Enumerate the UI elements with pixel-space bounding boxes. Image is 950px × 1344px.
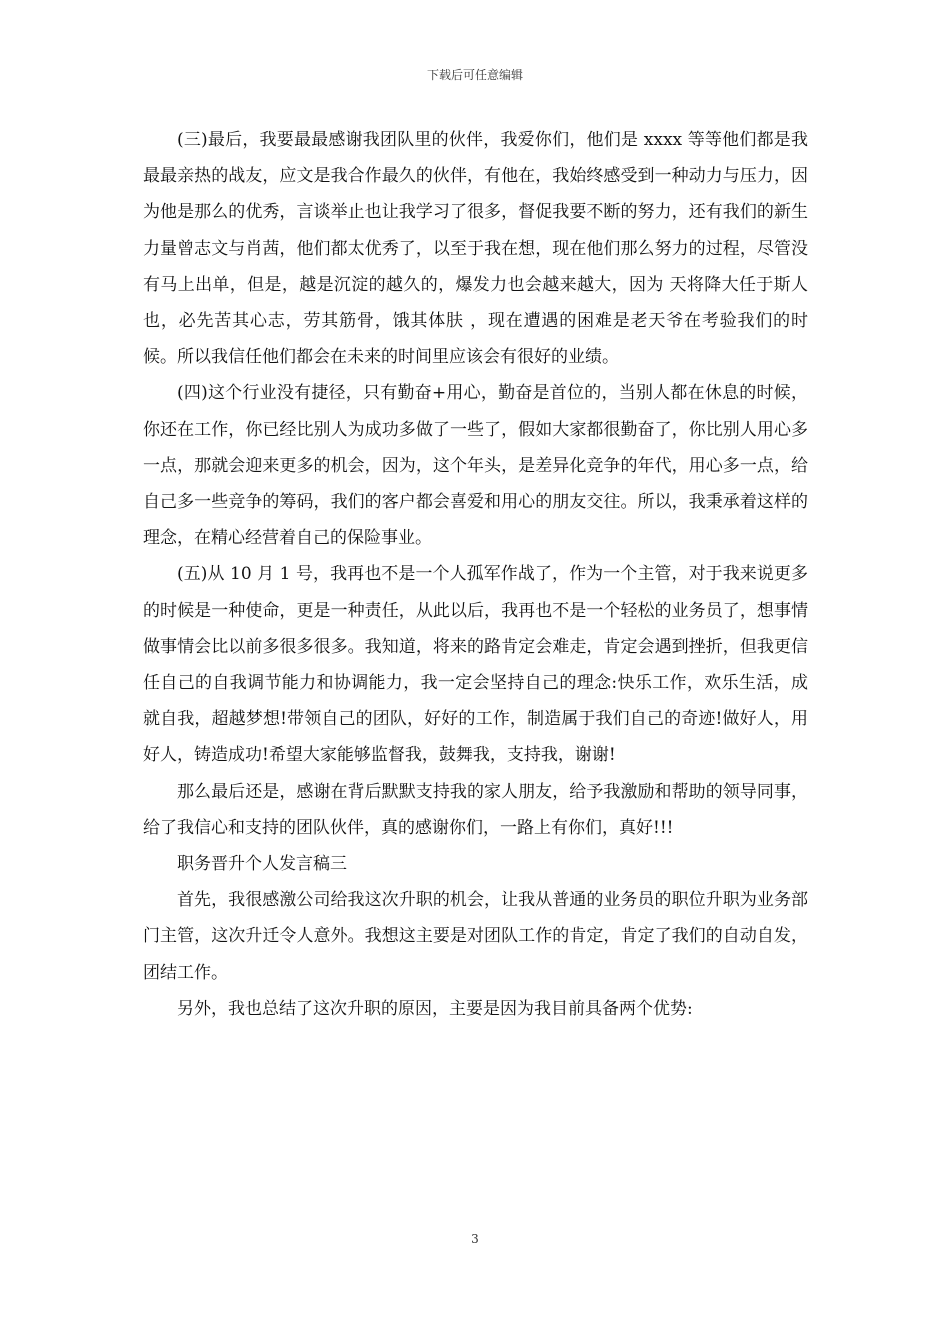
page-header: 下载后可任意编辑 [426, 68, 523, 82]
section-heading: 职务晋升个人发言稿三 [177, 854, 347, 875]
paragraph-4: (四)这个行业没有捷径，只有勤奋+用心，勤奋是首位的，当别人都在休息的时候，你还在工作，你已经比别人为成功多做了一些了，假如大家都很勤奋了，你比别人用心多一点，那就会迎来更多的机会，因为，这个年头，是差异化竞争的年代，用心多一点，给自己多一些竞争的筹码，我们的客户都会喜爱和用心的朋友交往。所以，我秉承着这样的理念，在精心经营着自己的保险事业。 [143, 383, 808, 549]
document-body [143, 122, 808, 1027]
paragraph-also: 另外，我也总结了这次升职的原因，主要是因为我目前具备两个优势: [177, 998, 693, 1019]
page-number: 3 [471, 1232, 479, 1246]
paragraph-3: (三)最后，我要最最感谢我团队里的伙伴，我爱你们，他们是 xxxx 等等他们都是我最最亲热的战友，应文是我合作最久的伙伴，有他在，我始终感受到一种动力与压力，因为他是那么的优秀，言谈举止也让我学习了很多，督促我要不断的努力，还有我们的新生力量曾志文与肖茜，他们都太优秀了，以至于我在想，现在他们那么努力的过程，尽管没有马上出单，但是，越是沉淀的越久的，爆发力也会越来越大，因为 天将降大任于斯人也，必先苦其心志，劳其筋骨，饿其体肤 ，现在遭遇的困难是老天爷在考验我们的时候。所以我信任他们都会在未来的时间里应该会有很好的业绩。 [143, 130, 808, 368]
paragraph-first: 首先，我很感激公司给我这次升职的机会，让我从普通的业务员的职位升职为业务部门主管，这次升迁令人意外。我想这主要是对团队工作的肯定，肯定了我们的自动自发，团结工作。 [143, 890, 808, 983]
paragraph-5: (五)从 10 月 1 号，我再也不是一个人孤军作战了，作为一个主管，对于我来说更多的时候是一种使命，更是一种责任，从此以后，我再也不是一个轻松的业务员了，想事情做事情会比以前多很多很多。我知道，将来的路肯定会难走，肯定会遇到挫折，但我更信任自己的自我调节能力和协调能力，我一定会坚持自己的理念:快乐工作，欢乐生活，成就自我，超越梦想!带领自己的团队，好好的工作，制造属于我们自己的奇迹!做好人，用好人，铸造成功!希望大家能够监督我，鼓舞我，支持我，谢谢! [143, 564, 808, 766]
paragraph-closing-thanks: 那么最后还是，感谢在背后默默支持我的家人朋友，给予我激励和帮助的领导同事，给了我信心和支持的团队伙伴，真的感谢你们，一路上有你们，真好!!! [143, 781, 808, 838]
